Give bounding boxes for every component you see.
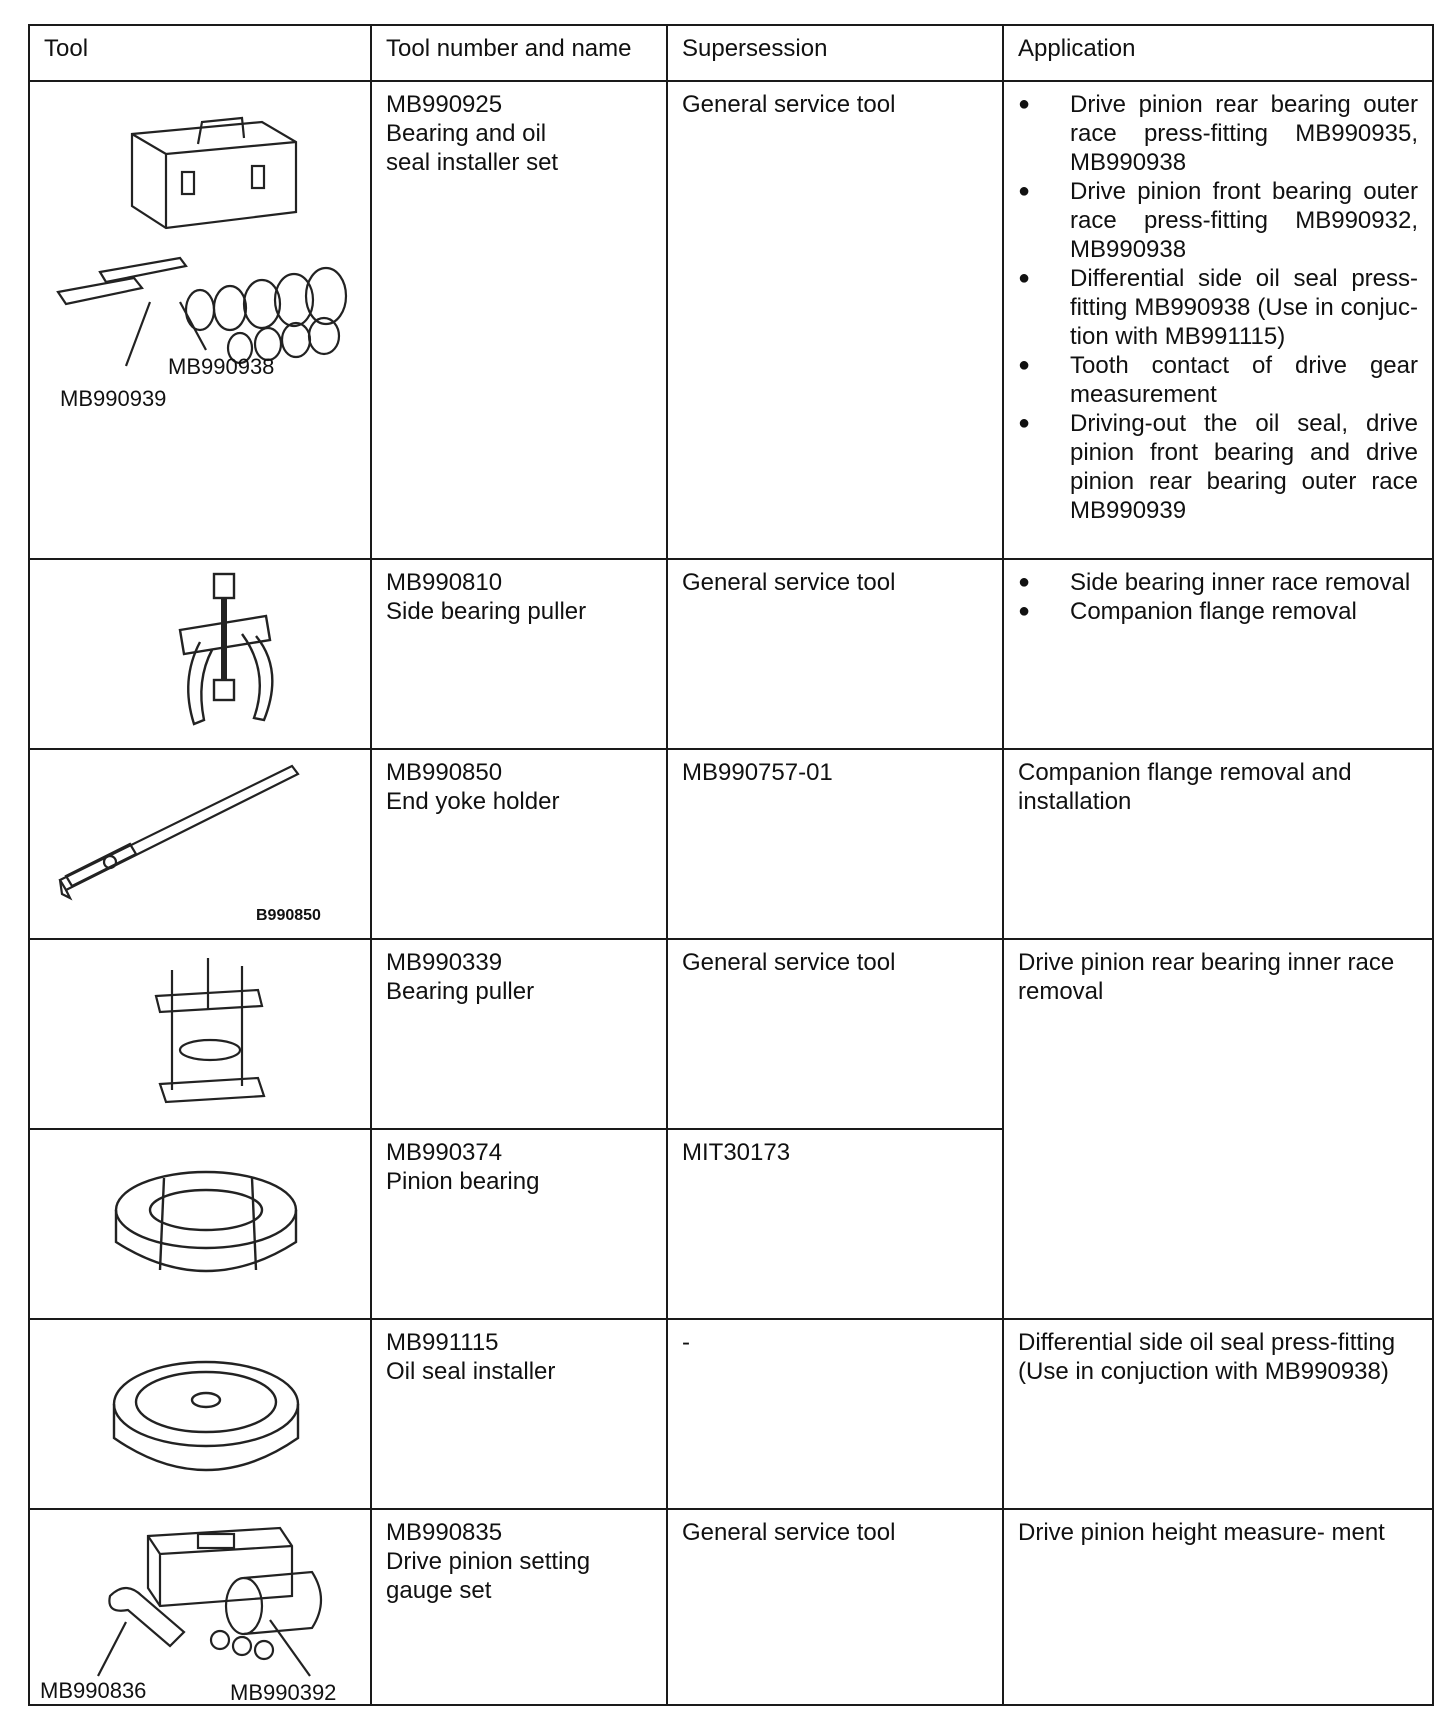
header-application: Application — [1003, 25, 1433, 81]
table-row — [29, 81, 1433, 559]
application-item: ● Driving-out the oil seal, drive pinion front bearing and drive pinion rear bearing outer race MB990939 — [1018, 409, 1418, 525]
tool-number: MB990835 — [386, 1519, 503, 1546]
table-row — [29, 939, 1433, 1129]
gauge-cylinder-end — [226, 1578, 262, 1634]
driver-bar — [58, 278, 142, 304]
application-item: ● Differential side oil seal press-fitting MB990938 (Use in conjuc- tion with MB991115) — [1018, 264, 1418, 351]
tool-image-cell — [29, 749, 371, 939]
application-item: ● Drive pinion rear bearing outer race press-fitting MB990935, MB990938 — [1018, 90, 1418, 177]
image-label: MB990938 — [168, 354, 275, 379]
tool-number-name-cell — [371, 1319, 667, 1509]
tool-name-line: seal installer set — [386, 149, 559, 176]
bearing-bore — [150, 1190, 262, 1230]
application-cell — [1003, 559, 1433, 749]
application-cell: Drive pinion height measure- ment — [1003, 1509, 1433, 1705]
tool-number: MB990925 — [386, 91, 503, 118]
toolbox-edges — [132, 134, 296, 228]
tool-number-name-cell — [371, 81, 667, 559]
application-cell — [1003, 81, 1433, 559]
bearing-side — [116, 1210, 296, 1271]
tool-number: MB991115 — [386, 1329, 499, 1356]
tool-name-line: End yoke holder — [386, 788, 560, 815]
tool-image-cell — [29, 81, 371, 559]
holder-bar — [60, 766, 298, 890]
header-number-name: Tool number and name — [371, 25, 667, 81]
tool-name-line: Side bearing puller — [386, 598, 587, 625]
tool-name-line: Oil seal installer — [386, 1358, 556, 1385]
tool-number: MB990850 — [386, 759, 503, 786]
tool-number: MB990810 — [386, 569, 503, 596]
bearing-puller-illustration — [30, 940, 370, 1128]
supersession-cell: MB990757-01 — [667, 749, 1003, 939]
application-cell: Companion flange removal and installation — [1003, 749, 1433, 939]
application-line: (Use in conjuction with MB990938) — [1018, 1358, 1389, 1385]
header-tool: Tool — [29, 25, 371, 81]
setting-gauge-illustration — [30, 1510, 370, 1704]
special-tools-table — [28, 24, 1434, 1706]
installer-set-illustration — [30, 82, 370, 558]
tool-image-cell — [29, 1509, 371, 1705]
application-item: ● Tooth contact of drive gear measurement — [1018, 351, 1418, 409]
tool-name-line: Bearing and oil — [386, 120, 547, 147]
tool-name-line: Bearing puller — [386, 978, 535, 1005]
toolbox-latch — [252, 166, 264, 188]
puller-jaw — [242, 634, 272, 720]
table-row — [29, 749, 1433, 939]
image-label: MB990836 — [40, 1678, 147, 1703]
toolbox-body — [132, 122, 296, 228]
supersession-cell: General service tool — [667, 81, 1003, 559]
tool-number: MB990339 — [386, 949, 503, 976]
tool-number: MB990374 — [386, 1139, 503, 1166]
application-list — [1018, 568, 1418, 626]
screw-tip — [214, 680, 234, 700]
bearing-top — [116, 1172, 296, 1248]
header-supersession: Supersession — [667, 25, 1003, 81]
table-row — [29, 1319, 1433, 1509]
supersession-cell: General service tool — [667, 1509, 1003, 1705]
table-row — [29, 1509, 1433, 1705]
tool-name-line: Pinion bearing — [386, 1168, 540, 1195]
application-list — [1018, 90, 1418, 525]
screw-head — [214, 574, 234, 598]
tool-number-name-cell — [371, 939, 667, 1129]
gauge-block — [148, 1528, 292, 1606]
pinion-bearing-illustration — [30, 1130, 370, 1318]
tool-name-line: Drive pinion setting — [386, 1548, 591, 1575]
puller-base — [160, 1078, 264, 1102]
tool-number-name-cell — [371, 749, 667, 939]
supersession-cell: MIT30173 — [667, 1129, 1003, 1319]
supersession-cell: General service tool — [667, 939, 1003, 1129]
toolbox-latch — [182, 172, 194, 194]
tool-image-cell — [29, 1319, 371, 1509]
application-item: ● Drive pinion front bearing outer race press-fitting MB990932, MB990938 — [1018, 177, 1418, 264]
end-yoke-holder-illustration — [30, 750, 370, 938]
toolbox-handle — [198, 118, 244, 144]
installer-hole — [192, 1393, 220, 1407]
image-label: MB990392 — [230, 1680, 337, 1704]
supersession-cell: - — [667, 1319, 1003, 1509]
tool-image-cell — [29, 939, 371, 1129]
application-item: ● Side bearing inner race removal — [1018, 568, 1418, 597]
installer-top — [114, 1362, 298, 1446]
tool-number-name-cell — [371, 1509, 667, 1705]
tool-image-cell — [29, 1129, 371, 1319]
header-row — [29, 25, 1433, 81]
gauge-cylinder — [244, 1572, 321, 1634]
side-bearing-puller-illustration — [30, 560, 370, 748]
image-label: MB990939 — [60, 386, 167, 411]
puller-jaw — [188, 642, 212, 724]
tool-image-cell — [29, 559, 371, 749]
oil-seal-installer-illustration — [30, 1320, 370, 1508]
application-cell — [1003, 1319, 1433, 1509]
gauge-arm — [109, 1588, 184, 1646]
table-row — [29, 559, 1433, 749]
image-label: B990850 — [256, 907, 321, 924]
supersession-cell: General service tool — [667, 559, 1003, 749]
tool-number-name-cell — [371, 1129, 667, 1319]
application-cell: Drive pinion rear bearing inner race removal — [1003, 939, 1433, 1319]
driver-bar — [100, 258, 186, 282]
tool-number-name-cell — [371, 559, 667, 749]
gauge-block-edges — [148, 1536, 292, 1606]
holder-grip — [66, 844, 136, 886]
application-item: ● Companion flange removal — [1018, 597, 1418, 626]
installer-rim — [136, 1372, 276, 1432]
tool-name-line: gauge set — [386, 1577, 492, 1604]
application-line: Differential side oil seal press-fitting — [1018, 1329, 1396, 1356]
gauge-slot — [198, 1534, 234, 1548]
